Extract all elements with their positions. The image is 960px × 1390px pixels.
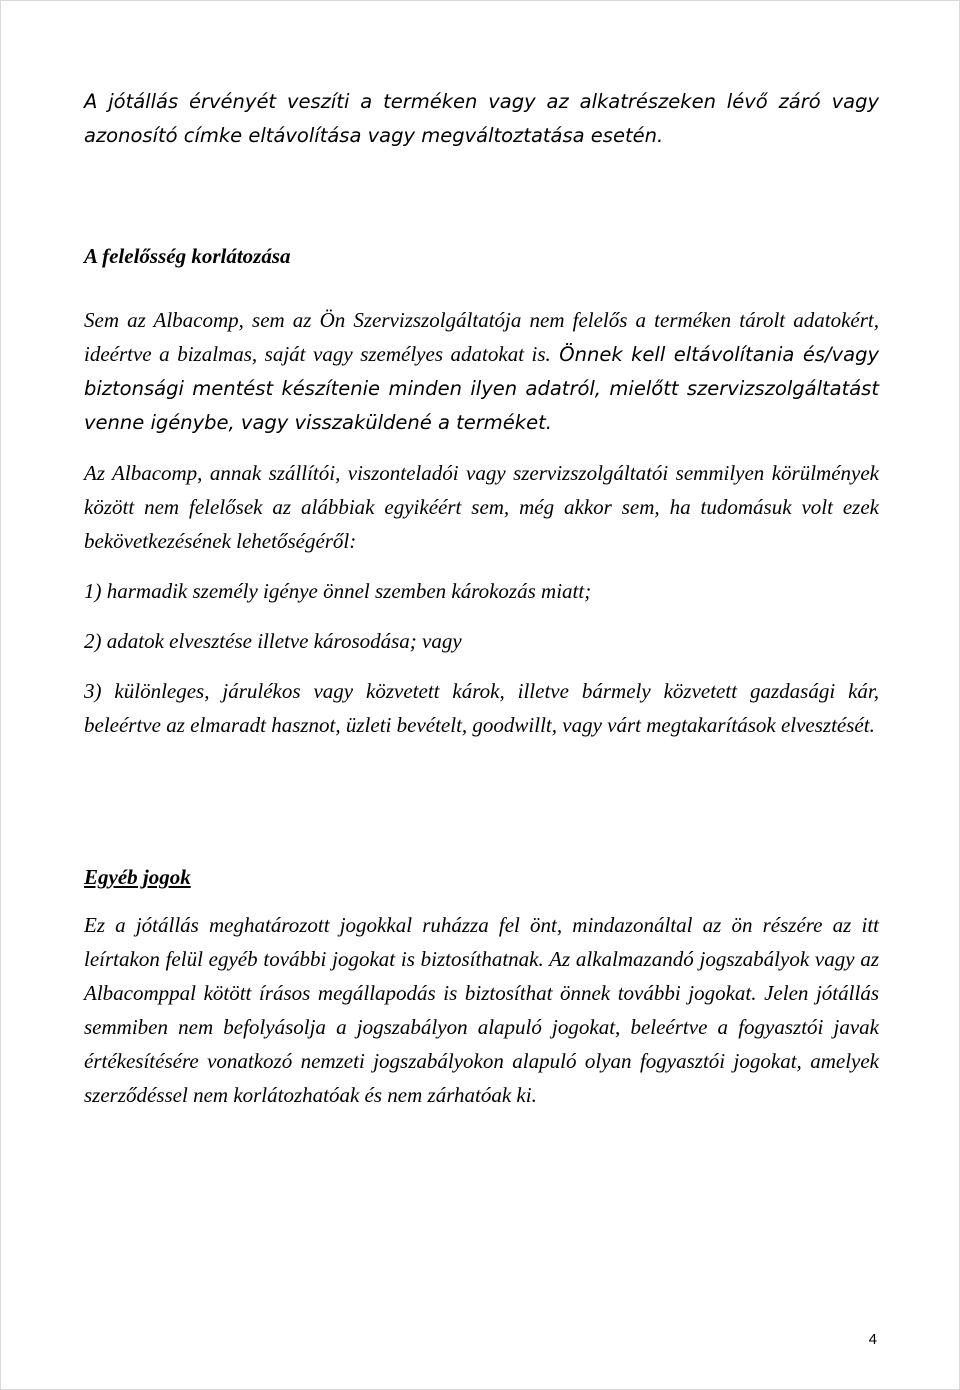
- liability-item-2: 2) adatok elvesztése illetve károsodása; vagy: [84, 629, 462, 653]
- liability-item-1: 1) harmadik személy igénye önnel szemben károkozás miatt;: [84, 579, 592, 603]
- other-rights-heading: Egyéb jogok: [84, 865, 191, 889]
- page-content: [84, 85, 879, 1112]
- other-rights-paragraph: Ez a jótállás meghatározott jogokkal ruházza fel önt, mindazonáltal az ön részére az itt leírtakon felül egyéb további jogokat is biztosíthatnak. Az alkalmazandó jogszabályok vagy az Albacomppal kötött írásos megállapodás is biztosíthat önnek további jogokat. Jelen jótállás semmiben nem befolyásolja a jogszabályon alapuló jogokat, beleértve a fogyasztói javak értékesítésére vonatkozó nemzeti jogszabályokon alapuló olyan fogyasztói jogokat, amelyek szerződéssel nem korlátozhatóak és nem zárhatóak ki.: [84, 913, 879, 1107]
- liability-item-3: 3) különleges, járulékos vagy közvetett károk, illetve bármely közvetett gazdasági kár, beleértve az elmaradt hasznot, üzleti bevételt, goodwillt, vagy várt megtakarítások elvesztését.: [84, 679, 879, 737]
- liability-paragraph-1: [84, 303, 879, 440]
- liability-paragraph-1-serif: Sem az Albacomp, sem az Ön Szervizszolgáltatója nem felelős a terméken tárolt adatokért, ideértve a bizalmas, saját vagy személyes adatokat is.: [84, 308, 879, 366]
- warranty-void-paragraph: A jótállás érvényét veszíti a terméken vagy az alkatrészeken lévő záró vagy azonosító címke eltávolítása vagy megváltoztatása esetén.: [84, 90, 879, 147]
- page-number: 4: [868, 1331, 877, 1348]
- liability-heading: A felelősség korlátozása: [84, 244, 291, 268]
- liability-paragraph-2: Az Albacomp, annak szállítói, viszonteladói vagy szervizszolgáltatói semmilyen körülmények között nem felelősek az alábbiak egyikéért sem, még akkor sem, ha tudomásuk volt ezek bekövetkezésének lehetőségéről:: [84, 461, 879, 553]
- liability-paragraph-1-sans: Önnek kell eltávolítania és/vagy biztonsági mentést készítenie minden ilyen adatról, mielőtt szervizszolgáltatást venne igénybe, vagy visszaküldené a terméket.: [84, 343, 879, 434]
